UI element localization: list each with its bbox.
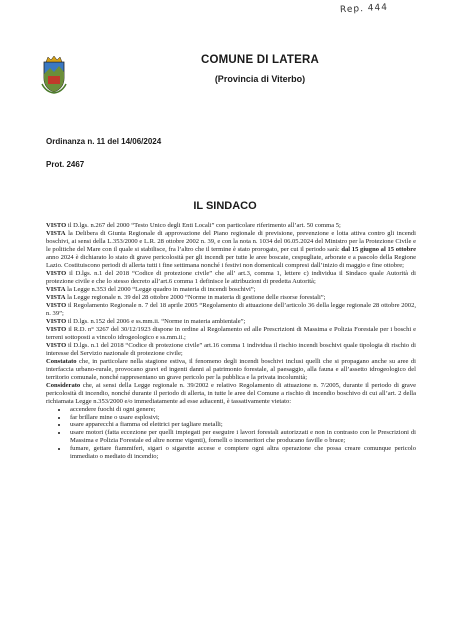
comune-name: COMUNE DI LATERA <box>201 54 319 66</box>
paragraph: VISTA la Legge regionale n. 39 del 28 ottobre 2000 “Norme in materia di gestione delle risorse forestali”; <box>46 293 326 301</box>
paragraph: Constatato che, in particolare nella stagione estiva, il fenomeno degli incendi boschivi inclusi quelli che si propagano anche su aree di interfaccia urbano-rurale, provocano gravi ed ingenti danni al patrimonio forestale, al paesaggio, alla fauna e all’assetto idrogeologico del territorio comunale, nonché rappresentano un grave pericolo per la pubblica e la privata incolumità; <box>46 358 416 381</box>
paragraph: VISTO il D.lgs. n.1 del 2018 “Codice di protezione civile” art.16 comma 1 individua il rischio incendi boschivi quale tipologia di rischio di interesse del Servizio nazionale di protezione civile; <box>46 342 416 357</box>
handwritten-rep-note: Rep. 444 <box>339 2 389 16</box>
paragraph: VISTO il R.D. n° 3267 del 30/12/1923 dispone in ordine al Regolamento ed alle Prescrizioni di Massima e Polizia Forestale per i boschi e terreni sottoposti a vincolo idrogeologico e ss.mm.ii.; <box>46 326 416 341</box>
sindaco-heading: IL SINDACO <box>193 200 257 212</box>
list-item: • usare apparecchi a fiamma od elettrici per tagliare metalli; <box>68 421 416 429</box>
prohibitions-list <box>46 406 416 461</box>
paragraph: VISTA la Delibera di Giunta Regionale di approvazione del Piano regionale di previsione, prevenzione e lotta attiva contro gli incendi boschivi, ai sensi della L.353/2000 e L.R. 28 ottobre 2002 n. 39, e con la nota n. 1034 del 06.05.2024 del Ministro per la Protezione Civile e le politiche del Mare con il quale si stabilisce, fra l’altro che il termine è stato prorogato, per cui il periodo sarà: dal 15 giugno al 15 ottobre anno 2024 è dichiarato lo stato di grave pericolosità per gli incendi per tutte le aree boscate, cespugliate, arborate e a pascolo della Regione Lazio. Costituiscono periodi di allerta tutti i fine settimana nonché i festivi non domenicali compresi dall’inizio di maggio e fine ottobre; <box>46 230 416 269</box>
paragraph: Considerato che, ai sensi della Legge regionale n. 39/2002 e relativo Regolamento di attuazione n. 7/2005, durante il periodo di grave pericolosità di incendio, nonché durante il periodo di allerta, in tutte le aree del Comune a rischio di incendio boschivo di cui all’art. 2 della richiamata Legge n.353/2000 e/o immediatamente ad esse adiacenti, è tassativamente vietato: <box>46 381 416 405</box>
list-item: • fumare, gettare fiammiferi, sigari o sigarette accese e compiere ogni altra operazione che possa creare comunque pericolo immediato o mediato di incendio; <box>68 445 416 461</box>
paragraph: VISTO il D.lgs. n.152 del 2006 e ss.mm.ii. “Norme in materia ambientale”; <box>46 317 246 325</box>
paragraph: VISTO il Regolamento Regionale n. 7 del 18 aprile 2005 “Regolamento di attuazione dell’articolo 36 della legge regionale 28 ottobre 2002, n. 39”; <box>46 301 416 317</box>
list-item: • far brillare mine o usare esplosivi; <box>68 414 416 422</box>
municipal-crest-icon <box>40 56 68 94</box>
ordinanza-number: Ordinanza n. 11 del 14/06/2024 <box>46 137 162 146</box>
paragraph: VISTA la Legge n.353 del 2000 “Legge quadro in materia di incendi boschivi”; <box>46 285 256 293</box>
provincia-name: (Provincia di Viterbo) <box>214 74 306 84</box>
paragraph: VISTO il D.lgs. n.1 del 2018 “Codice di protezione civile” che all’ art.3, comma 1, lettere c) individua il Sindaco quale Autorità di protezione civile e che lo stesso decreto all’art.6 comma 1 definisce le attribuzioni di predetta Autorità; <box>46 269 416 285</box>
list-item: • accendere fuochi di ogni genere; <box>68 406 416 414</box>
list-item: • usare motori (fatta eccezione per quelli impiegati per eseguire i lavori forestali autorizzati e non in contrasto con le Prescrizioni di Massima e Polizia Forestale ed altre norme vigenti), fornelli o inceneritori che producano faville o brace; <box>68 429 416 445</box>
protocol-number: Prot. 2467 <box>46 160 85 169</box>
ordinance-body <box>46 222 416 461</box>
paragraph: VISTO il D.lgs. n.267 del 2000 “Testo Unico degli Enti Locali” con particolare riferimento all’art. 50 comma 5; <box>46 222 341 229</box>
